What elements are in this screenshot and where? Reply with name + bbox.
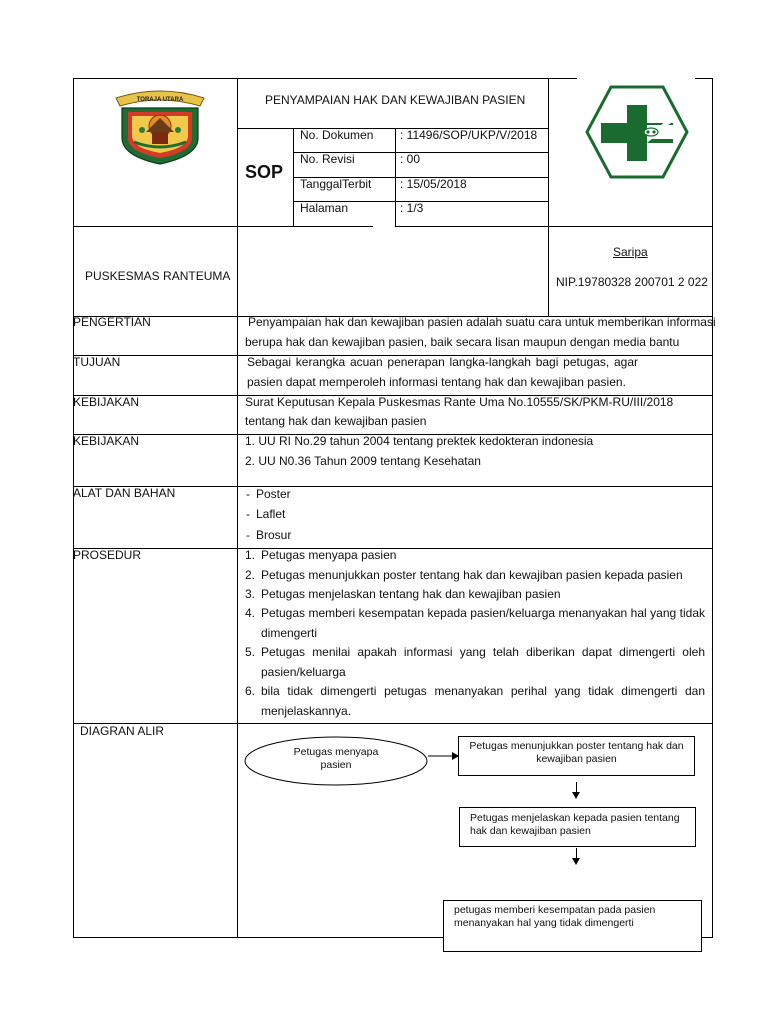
pengertian-line-1: Penyampaian hak dan kewajiban pasien adalah suatu cara untuk memberikan informasi <box>248 315 716 329</box>
section-label-pengertian: PENGERTIAN <box>73 315 151 329</box>
flow-start-line-1: Petugas menyapa <box>293 746 379 758</box>
section-label-diagram-alir: DIAGRAN ALIR <box>80 724 165 738</box>
signer-name: Saripa <box>613 245 648 259</box>
prosedur-step-2-text: Petugas menunjukkan poster tentang hak dan kewajiban pasien kepada pasien <box>261 568 683 582</box>
flow-box-show-poster-line-2: kewajiban pasien <box>536 753 617 765</box>
flow-box-ask-questions <box>443 900 702 952</box>
alat-bullet-2: - <box>246 507 250 521</box>
prosedur-step-4-text-line-2: dimengerti <box>261 626 318 640</box>
flow-box-explain-rights-line-2: hak dan kewajiban pasien <box>470 825 591 837</box>
facility-name: PUSKESMAS RANTEUMA <box>85 269 231 283</box>
alat-item-brosur: Brosur <box>256 528 292 542</box>
sop-label: SOP <box>245 162 284 182</box>
kebijakan2-line-2: 2. UU N0.36 Tahun 2009 tentang Kesehatan <box>245 454 481 468</box>
toraja-utara-logo <box>112 86 208 166</box>
left-border <box>73 78 74 938</box>
prosedur-step-5-num: 5. <box>245 645 256 659</box>
prosedur-step-3-num: 3. <box>245 587 256 601</box>
header-bottom-line <box>73 226 373 227</box>
flow-box-show-poster-line-1: Petugas menunjukkan poster tentang hak dan <box>469 740 684 752</box>
pengertian-line-2: berupa hak dan kewajiban pasien, baik secara lisan maupun dengan media bantu <box>245 335 680 349</box>
section-label-prosedur: PROSEDUR <box>73 548 142 562</box>
emblem-column-divider <box>548 78 549 316</box>
bottom-border-right <box>701 937 713 938</box>
prosedur-step-4-text-line-1: Petugas memberi kesempatan kepada pasien/keluarga menanyakan hal yang tidak <box>261 606 705 620</box>
alat-item-poster: Poster <box>256 487 291 501</box>
prosedur-step-6-text-line-1: bila tidak dimengerti petugas menanyakan perihal yang tidak dimengerti dan <box>261 684 705 698</box>
top-border <box>73 78 577 79</box>
kebijakan1-line-2: tentang hak dan kewajiban pasien <box>245 414 427 428</box>
kebijakan2-line-1: 1. UU RI No.29 tahun 2004 tentang prektek kedokteran indonesia <box>245 434 594 448</box>
alat-bullet-3: - <box>246 528 250 542</box>
signer-nip: NIP.19780328 200701 2 022 <box>556 275 708 289</box>
meta-label-no-dokumen: No. Dokumen <box>300 128 374 142</box>
right-border <box>712 78 713 938</box>
flow-start-text <box>244 746 428 772</box>
alat-bullet-1: - <box>246 487 250 501</box>
prosedur-step-4-num: 4. <box>245 606 256 620</box>
flow-box-explain-rights-line-1: Petugas menjelaskan kepada pasien tentang <box>470 812 680 824</box>
section-label-tujuan: TUJUAN <box>73 355 121 369</box>
section-label-kebijakan: KEBIJAKAN <box>73 395 140 409</box>
section-label-alat-dan-bahan: ALAT DAN BAHAN <box>73 486 176 500</box>
row-line-diagram <box>73 723 713 724</box>
alat-item-laflet: Laflet <box>256 507 286 521</box>
top-border-right <box>695 78 713 79</box>
flow-start-ellipse <box>244 736 428 786</box>
meta-label-no-revisi: No. Revisi <box>300 152 355 166</box>
flow-arrow-down-1-line <box>576 782 577 792</box>
meta-value-no-revisi: : 00 <box>400 152 421 166</box>
meta-value-tanggal-terbit: : 15/05/2018 <box>400 177 467 191</box>
flow-arrow-down-2-line <box>576 848 577 858</box>
meta-label-halaman: Halaman <box>300 201 349 215</box>
label-column-divider <box>237 78 238 938</box>
flow-start-line-2: pasien <box>320 759 352 771</box>
prosedur-step-1-text: Petugas menyapa pasien <box>261 548 397 562</box>
bottom-border <box>73 937 443 938</box>
prosedur-step-6-text-line-2: menjelaskannya. <box>261 704 352 718</box>
section-label-kebijakan-2: KEBIJAKAN <box>73 434 140 448</box>
prosedur-step-5-text-line-2: pasien/keluarga <box>261 665 346 679</box>
header-bottom-line-right <box>395 226 713 227</box>
flow-box-ask-questions-line-1: petugas memberi kesempatan pada pasien <box>454 904 656 916</box>
prosedur-step-1-num: 1. <box>245 548 256 562</box>
prosedur-step-2-num: 2. <box>245 568 256 582</box>
prosedur-step-3-text: Petugas menjelaskan tentang hak dan kewajiban pasien <box>261 587 561 601</box>
prosedur-step-6-num: 6. <box>245 684 256 698</box>
tujuan-line-1: Sebagai kerangka acuan penerapan langka-langkah bagi petugas, agar <box>247 355 638 369</box>
flow-arrow-down-1-head <box>572 792 580 799</box>
document-title: PENYAMPAIAN HAK DAN KEWAJIBAN PASIEN <box>265 93 526 107</box>
puskesmas-cross-emblem-icon <box>583 85 691 179</box>
meta-label-tanggal-terbit: TanggalTerbit <box>300 177 372 191</box>
tujuan-line-2: pasien dapat memperoleh informasi tentang hak dan kewajiban pasien. <box>247 375 626 389</box>
flow-arrow-down-2-head <box>572 858 580 865</box>
prosedur-step-5-text-line-1: Petugas menilai apakah informasi yang telah diberikan dapat dimengerti oleh <box>261 645 705 659</box>
flow-arrow-right <box>428 750 460 760</box>
meta-value-halaman: : 1/3 <box>400 201 424 215</box>
meta-value-no-dokumen: : 11496/SOP/UKP/V/2018 <box>400 128 538 142</box>
flow-box-ask-questions-line-2: menanyakan hal yang tidak dimengerti <box>454 917 634 929</box>
kebijakan1-line-1: Surat Keputusan Kepala Puskesmas Rante Uma No.10555/SK/PKM-RU/III/2018 <box>245 395 674 409</box>
flow-box-show-poster <box>458 736 695 776</box>
flow-box-explain-rights <box>459 807 696 847</box>
logo-banner-text: TORAJA UTARA <box>136 97 184 103</box>
